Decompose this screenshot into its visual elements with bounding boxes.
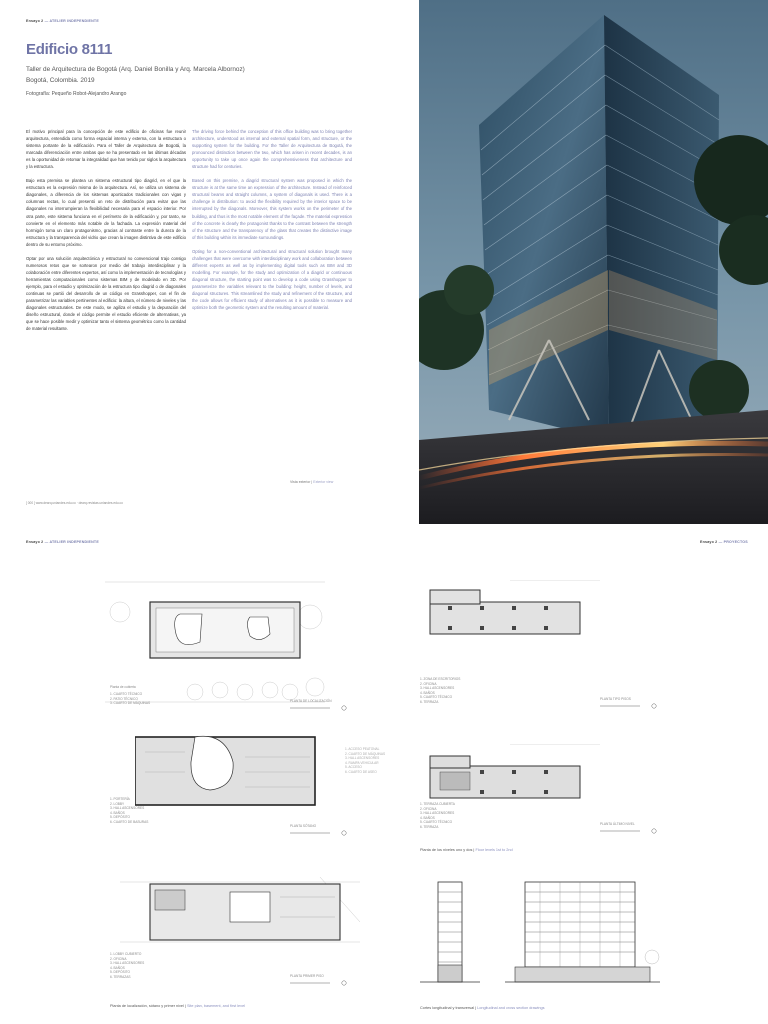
plan3-scale-bar (290, 980, 350, 986)
text-column-spanish (26, 128, 186, 339)
section-drawings (420, 877, 660, 992)
plan5-scale-bar (600, 828, 660, 834)
longitudinal-section (420, 882, 480, 982)
building-photo (419, 0, 768, 524)
article-subtitle-location: Bogotá, Colombia. 2019 (26, 77, 95, 84)
paragraph-en-2: Based on this premise, a diagrid structural system was proposed in which the structure is at the same time an expression of the architecture. Instead of reinforced structural beams and straight columns, a system of diagonals is used. There is a challenge in distribution: to avoid the flexibility required by the interior space to be interrupted by the diagonals. Moreover, this system works on the perimeter of the building, and thus is the most notable element of the façade. The material expression of the concrete is clearly the protagonist thanks to the contrast between the strength of the structure and the transparency of the glass that creates the distinctive image of this building within its immediate surroundings. (192, 178, 352, 240)
article-subtitle-authors: Taller de Arquitectura de Bogotá (Arq. Daniel Bonilla y Arq. Marcela Albornoz) (26, 66, 245, 73)
plan2-right-legend: 1. ACCESO PEATONAL 2. CUARTO DE MÁQUINAS 3. HALL ASCENSORES 4. RAMPA VEHICULAR 5. ACCESO 6. CUARTO DE ASEO (345, 747, 386, 774)
running-header-bottom-left: Ensayo 2 — ATELIER INDEPENDIENTE (26, 540, 99, 544)
caption-sections: Cortes longitudinal y transversal | Longitudinal and cross section drawings (420, 1006, 545, 1010)
running-header-bottom-left-prefix: Ensayo 2 (26, 540, 44, 544)
running-header-bottom-left-suffix: ATELIER INDEPENDIENTE (49, 540, 99, 544)
bottom-page (0, 532, 768, 1024)
text-column-english (192, 128, 352, 318)
plan1-legend: 1. CUARTO TÉCNICO 2. PATIO TÉCNICO 3. CUARTO DE MÁQUINAS (110, 692, 151, 705)
paragraph-en-3: Opting for a non-conventional architectural and structural solution brought many challenges that were overcome with interdisciplinary work and collaboration between different experts as well as by implementing digital tools such as BIM and 3D modelling. For example, for the study and optimization of a diagrid or continuous diagonal structure, the starting point was to develop a code using Grasshopper to parameterize the variables relevant to the building: height, number of levels, and diagonal structures. This streamlined the study and refinement of the structure, and the code allows for efficient study of alternatives as it is possible to measure and optimize both the geometric system and the resulting amount of material. (192, 248, 352, 311)
plan3-legend: 1. LOBBY CUBIERTO 2. OFICINA 3. HALL ASCENSORES 4. BAÑOS 5. DEPÓSITO 6. TERRAZAS (110, 952, 145, 979)
paragraph-es-2: Bajo esta premisa se plantea un sistema estructural tipo diagrid, en el que la estructura es la expresión misma de la arquitectura. Así, se utiliza un sistema de diagonales, a diferencia de los sistemas aporticados tradicionales con vigas y columnas rectas, lo cual presentó un reto de distribución para evitar que las diagonales no interrumpieran la flexibilidad necesaria para el espacio interior. Por otra parte, este sistema funciona en el perímetro de la edificación y, por tanto, se convierte en el elemento más notable de la fachada. La expresión material del hormigón toma un claro protagonismo, gracias al contraste entre la dureza de la estructura y la transparencia del vidrio que crean la imagen distintiva de este edificio dentro de su entorno próximo. (26, 178, 186, 247)
plan5-legend: 1. TERRAZA CUBIERTA 2. OFICINA 3. HALL ASCENSORES 4. BAÑOS 5. CUARTO TÉCNICO 6. TERRAZA (420, 802, 455, 829)
plan2-scale-bar (290, 830, 350, 836)
plan4-scale-bar (600, 703, 660, 709)
paragraph-es-1: El motivo principal para la concepción de este edificio de oficinas fue reunir arquitectura, entendida como forma espacial interna y externa, con la estructura o sistema portante de la edificación. Para el Taller de Arquitectura de Bogotá, la marcada diferenciación entre ambas que se ha presentado en las últimas décadas es la oportunidad de retomar la integralidad que han tenido por siglos la arquitectura y la estructura. (26, 129, 186, 170)
basement-plan-drawing (135, 732, 335, 810)
plan1-north-label: Planta de cubierta (110, 685, 136, 689)
top-floor-plan-drawing (420, 744, 600, 804)
photo-caption-en: Exterior view (313, 480, 334, 484)
plan2-label: PLANTA SÓTANO (290, 824, 317, 828)
paragraph-en-1: The driving force behind the conception of this office building was to bring together architecture, understood as internal and external spatial form, and structure, or the supporting system for the building. For the Taller de Arquitectura de Bogotá, the pronounced distinction between the two, which has arisen in recent decades, is an opportunity to take up once again the comprehensiveness that architecture and structure had for centuries. (192, 129, 352, 170)
caption-floor-levels-en: Floor levels 1st to 2nd (475, 848, 513, 852)
running-header-bottom-right-prefix: Ensayo 2 (700, 540, 718, 544)
plan5-label: PLANTA ÚLTIMO NIVEL (600, 822, 635, 826)
caption-floor-levels: Planta de los niveles uno y dos | Floor levels 1st to 2nd (420, 848, 513, 852)
paragraph-es-3: Optar por una solución arquitectónica y estructural no convencional trajo consigo numerosos retos que se sortearon por medio del trabajo interdisciplinar y la colaboración entre diferentes expertos, así como la implementación de tecnologías y herramientas computacionales como sistemas BIM y de modelado en 3D. Por ejemplo, para el estudio y optimización de la estructura tipo diagrid o de diagonales continuas se partió del desarrollo de un código en Grasshopper, con el fin de parametrizar las variables pertinentes al edificio: la altura, el número de niveles y las diagonales estructurales. De este modo, se agiliza el estudio y la depuración del diseño estructural, donde el código permite el estudio eficiente de alternativas, ya que se hace posible medir y optimizar tanto el sistema geométrico como la cantidad de material resultante. (26, 255, 186, 332)
running-header-bottom-right: Ensayo 2 — PROYECTOS (700, 540, 748, 544)
building-photo-illustration (419, 0, 768, 524)
plan4-legend: 1. ZONA DE ESCRITORIOS 2. OFICINA 3. HALL ASCENSORES 4. BAÑOS 5. CUARTO TÉCNICO 6. TERRAZA (420, 677, 461, 704)
page-footnote: [ 000 ] www.dearq.uniandes.edu.co · dearq.revistas.uniandes.edu.co (26, 501, 123, 505)
caption-floor-levels-es: Planta de los niveles uno y dos (420, 848, 473, 852)
photo-caption: Vista exterior | Exterior view (290, 480, 334, 484)
first-floor-plan-drawing (120, 872, 360, 952)
caption-sections-es: Cortes longitudinal y transversal (420, 1006, 475, 1010)
caption-site-plans-en: Site plan, basement, and first level (186, 1004, 246, 1008)
plan1-label: PLANTA DE LOCALIZACIÓN (290, 699, 332, 703)
site-plan-drawing (100, 572, 330, 712)
running-header-bottom-right-suffix: PROYECTOS (723, 540, 748, 544)
article-title: Edificio 8111 (26, 41, 113, 58)
plan1-scale-bar (290, 705, 350, 711)
cross-section (505, 882, 660, 982)
running-header-suffix: ATELIER INDEPENDIENTE (49, 19, 99, 23)
caption-site-plans: Planta de localización, sótano y primer nivel | Site plan, basement, and first level (110, 1004, 246, 1008)
caption-sections-en: Longitudinal and cross section drawings (477, 1006, 545, 1010)
plan2-legend: 1. PORTERÍA 2. LOBBY 3. HALL ASCENSORES 4. BAÑOS 5. DEPÓSITO 6. CUARTO DE BASURAS (110, 797, 149, 824)
plan4-label: PLANTA TIPO PISOS (600, 697, 631, 701)
running-header: Ensayo 2 — ATELIER INDEPENDIENTE (26, 19, 99, 23)
plan3-label: PLANTA PRIMER PISO (290, 974, 324, 978)
typical-floor-plan-drawing (420, 580, 600, 640)
running-header-prefix: Ensayo 2 (26, 19, 44, 23)
caption-site-plans-es: Planta de localización, sótano y primer nivel (110, 1004, 184, 1008)
photo-credit: Fotografía: Pequeño Robot-Alejandro Arango (26, 91, 127, 97)
photo-caption-es: Vista exterior (290, 480, 311, 484)
